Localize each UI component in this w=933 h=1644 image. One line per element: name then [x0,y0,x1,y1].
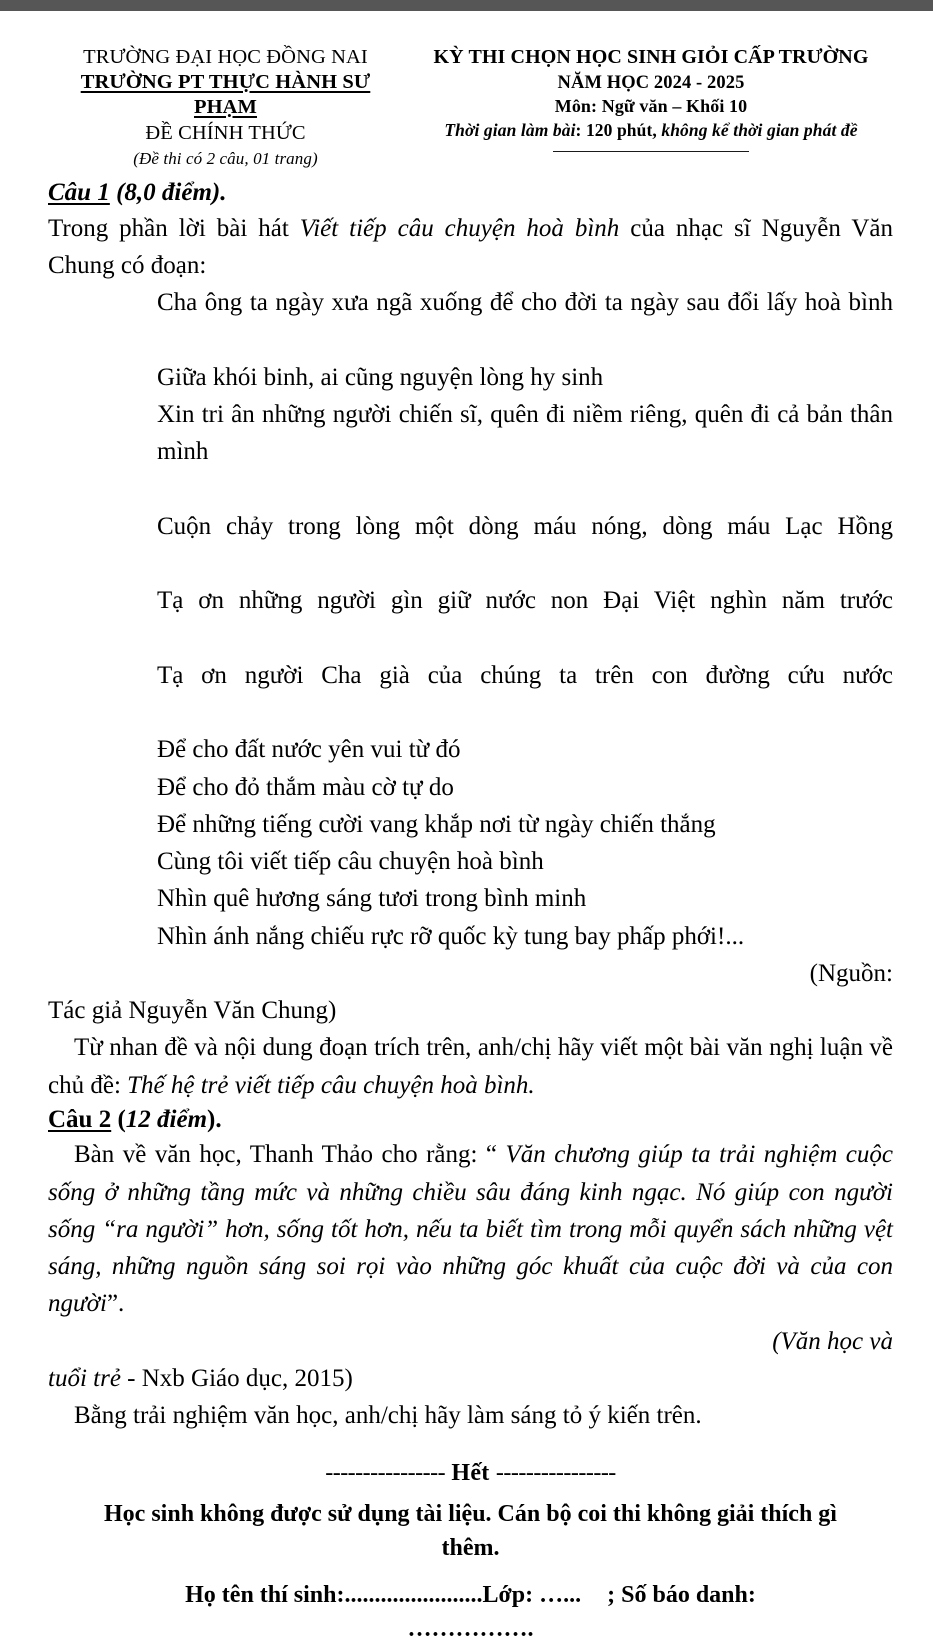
exam-page [0,11,933,1643]
university-name: TRƯỜNG ĐẠI HỌC ĐỒNG NAI [83,46,368,68]
question-2-lead: Bàn về văn học, Thanh Thảo cho rằng: “ [74,1141,506,1169]
exam-number-blank: ……………. [407,1616,534,1643]
lyric-line: Nhìn quê hương sáng tươi trong bình minh [157,885,587,913]
exam-duration-note: không kể thời gian phát đề [661,120,858,141]
exam-rules-note: Học sinh không được sử dụng tài liệu. Cán bộ coi thi không giải thích gì thêm. [104,1501,837,1562]
exam-duration-value: : 120 phút, [575,120,662,141]
question-1-heading [48,177,893,210]
school-year: NĂM HỌC 2024 - 2025 [557,72,745,93]
header-left-block [48,45,403,171]
song-lyrics-block [157,284,893,955]
end-dash-left: ---------------- [325,1460,446,1487]
document-body [48,177,893,1644]
question-2-quote-close: ”. [106,1290,125,1318]
question-2-quote-text: Văn chương giúp ta trải nghiệm cuộc sống ở những tầng mức và những chiều sâu đáng kinh ngạc. Nó giúp con người sống “ra người” hơn, sống tốt hơn, nếu ta biết tìm trong mỗi quyển sách những vệt sáng, những nguồn sáng soi rọi vào những góc khuất của cuộc đời và của con người [48,1141,894,1318]
question-1-topic: Thế hệ trẻ viết tiếp câu chuyện hoà bình. [127,1071,535,1099]
class-blank: …... [539,1582,582,1609]
question-1-intro [48,210,893,285]
screenshot-top-bar [0,0,933,11]
end-dash-right: ---------------- [495,1460,616,1487]
end-of-exam-divider [48,1460,893,1487]
citation-journal-name: tuổi trẻ [48,1364,121,1392]
question-1-points: (8,0 điểm). [109,179,227,207]
question-1-label: Câu 1 [48,179,110,207]
document-header [48,11,893,171]
question-2-quote-block [48,1136,893,1322]
lyric-line: Để những tiếng cười vang khắp nơi từ ngày chiến thắng [157,810,716,838]
question-2-citation-rest [48,1360,893,1397]
question-1-prompt-text: Từ nhan đề và nội dung đoạn trích trên, anh/chị hãy viết một bài văn nghị luận về chủ đề: [48,1034,893,1099]
official-exam-label: ĐỀ CHÍNH THỨC [145,122,306,144]
question-1-prompt [48,1029,893,1104]
exam-number-label: ; Số báo danh: [607,1582,756,1609]
end-word: Hết [451,1460,490,1487]
lyric-line: Để cho đỏ thắm màu cờ tự do [157,773,454,801]
question-2-points: 12 điểm [125,1105,208,1133]
class-label: Lớp: [482,1582,540,1609]
exam-duration [409,118,893,143]
header-divider-rule [553,151,749,152]
lyric-line: Tạ ơn người Cha già của chúng ta trên con đường cứu nước [157,661,893,689]
candidate-name-label: Họ tên thí sinh: [185,1582,345,1609]
lyric-line: Cuộn chảy trong lòng một dòng máu nóng, dòng máu Lạc Hồng [157,512,893,540]
exam-pages-note: (Đề thi có 2 câu, 01 trang) [133,148,318,168]
citation-publisher: - Nxb Giáo dục, 2015) [120,1364,353,1392]
lyric-line: Để cho đất nước yên vui từ đó [157,736,461,764]
question-2-prompt: Bằng trải nghiệm văn học, anh/chị hãy làm sáng tỏ ý kiến trên. [74,1402,702,1430]
lyrics-source-open: (Nguồn: [809,959,893,987]
lyric-line: Cùng tôi viết tiếp câu chuyện hoà bình [157,848,544,876]
intro-text-after: của nhạc sĩ Nguyễn Văn Chung có đoạn: [48,214,893,280]
header-right-block [403,45,893,152]
question-2-label: Câu 2 [48,1105,112,1133]
song-title: Viết tiếp câu chuyện hoà bình [299,214,620,242]
school-name: TRƯỜNG PT THỰC HÀNH SƯ PHẠM [80,71,371,118]
lyric-line: Tạ ơn những người gìn giữ nước non Đại Việt nghìn năm trước [157,587,893,615]
question-2-citation-open: (Văn học và [772,1327,893,1355]
intro-text-before: Trong phần lời bài hát [48,214,300,242]
candidate-info-line [48,1577,893,1613]
exam-subject: Môn: Ngữ văn – Khối 10 [554,95,748,116]
lyrics-source-author: Tác giả Nguyễn Văn Chung) [48,997,337,1025]
exam-title: KỲ THI CHỌN HỌC SINH GIỎI CẤP TRƯỜNG [433,46,869,68]
lyric-line: Giữa khói binh, ai cũng nguyện lòng hy sinh [157,363,604,391]
lyric-line: Cha ông ta ngày xưa ngã xuống để cho đời ta ngày sau đổi lấy hoà bình [157,289,893,317]
lyric-line: Xin tri ân những người chiến sĩ, quên đi niềm riêng, quên đi cả bản thân mình [157,401,893,466]
lyric-line: Nhìn ánh nắng chiếu rực rỡ quốc kỳ tung bay phấp phới!... [157,922,745,950]
exam-duration-label: Thời gian làm bài [444,120,576,141]
candidate-name-blank: ....................... [344,1582,483,1609]
question-2-heading: Câu 2 (12 điểm). [48,1105,222,1133]
